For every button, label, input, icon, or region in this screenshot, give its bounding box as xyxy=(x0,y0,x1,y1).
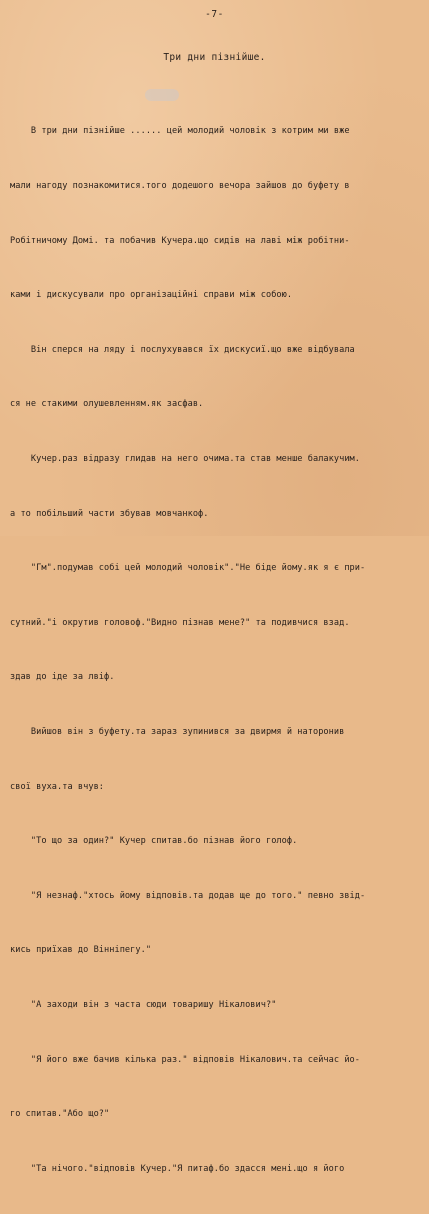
text-line: мали нагоду познакомитися.того додешого вечора зайшов до буфету в xyxy=(10,181,350,191)
text-line: Робітничому Домі. та побачив Кучера.що сидів на лаві між робітни- xyxy=(10,235,350,246)
text-line: "Я його вже бачив кілька раз." відповів Нікалович.та сейчас йо- xyxy=(10,1054,360,1065)
text-line: В три дни пізнійше ...... цей молодий чоловік з котрим ми вже xyxy=(10,126,350,137)
page-number: -7- xyxy=(205,9,224,20)
text-line: сутний."і окрутив головоф."Видно пізнав мене?" та подивчися взад. xyxy=(10,617,350,628)
text-line: Він сперся на ляду і послухувався їх дискусиї.що вже відбувала xyxy=(10,344,355,355)
text-line: а то побільший части збував мовчанкоф. xyxy=(10,508,209,519)
text-body xyxy=(10,86,425,1214)
text-line: "Гм".подумав собі цей молодий чоловік"."Не біде йому.як я є при- xyxy=(10,563,366,574)
text-line: Вийшов він з буфету.та зараз зупинився за двирмя й наторонив xyxy=(10,726,345,737)
text-line: Кучер.раз відразу глидав на него очима.та став менше балакучим. xyxy=(10,453,360,464)
text-line: здав до іде за лвіф. xyxy=(10,672,115,683)
text-line: свої вуха.та вчув: xyxy=(10,781,105,792)
page-title: Три дни пізнійше. xyxy=(163,52,266,63)
text-line: "Та нічого."відповів Кучер."Я питаф.бо здасся мені.що я його xyxy=(10,1163,345,1174)
text-line: ками і дискусували про організаційні справи між собою. xyxy=(10,290,293,301)
text-line: "То що за один?" Кучер спитав.бо пізнав його голоф. xyxy=(10,836,298,847)
text-line: ся не стакими олушевленням.як засфав. xyxy=(10,399,204,410)
text-line: го спитав."Або що?" xyxy=(10,1109,110,1120)
text-line: "Я незнаф."хтось йому відповів.та додав ще до того." певно звід- xyxy=(10,890,366,901)
text-line: кись приїхав до Вінніпегу." xyxy=(10,945,152,956)
text-line: "А заходи він з часта сюди товаришу Нікалович?" xyxy=(10,999,277,1010)
